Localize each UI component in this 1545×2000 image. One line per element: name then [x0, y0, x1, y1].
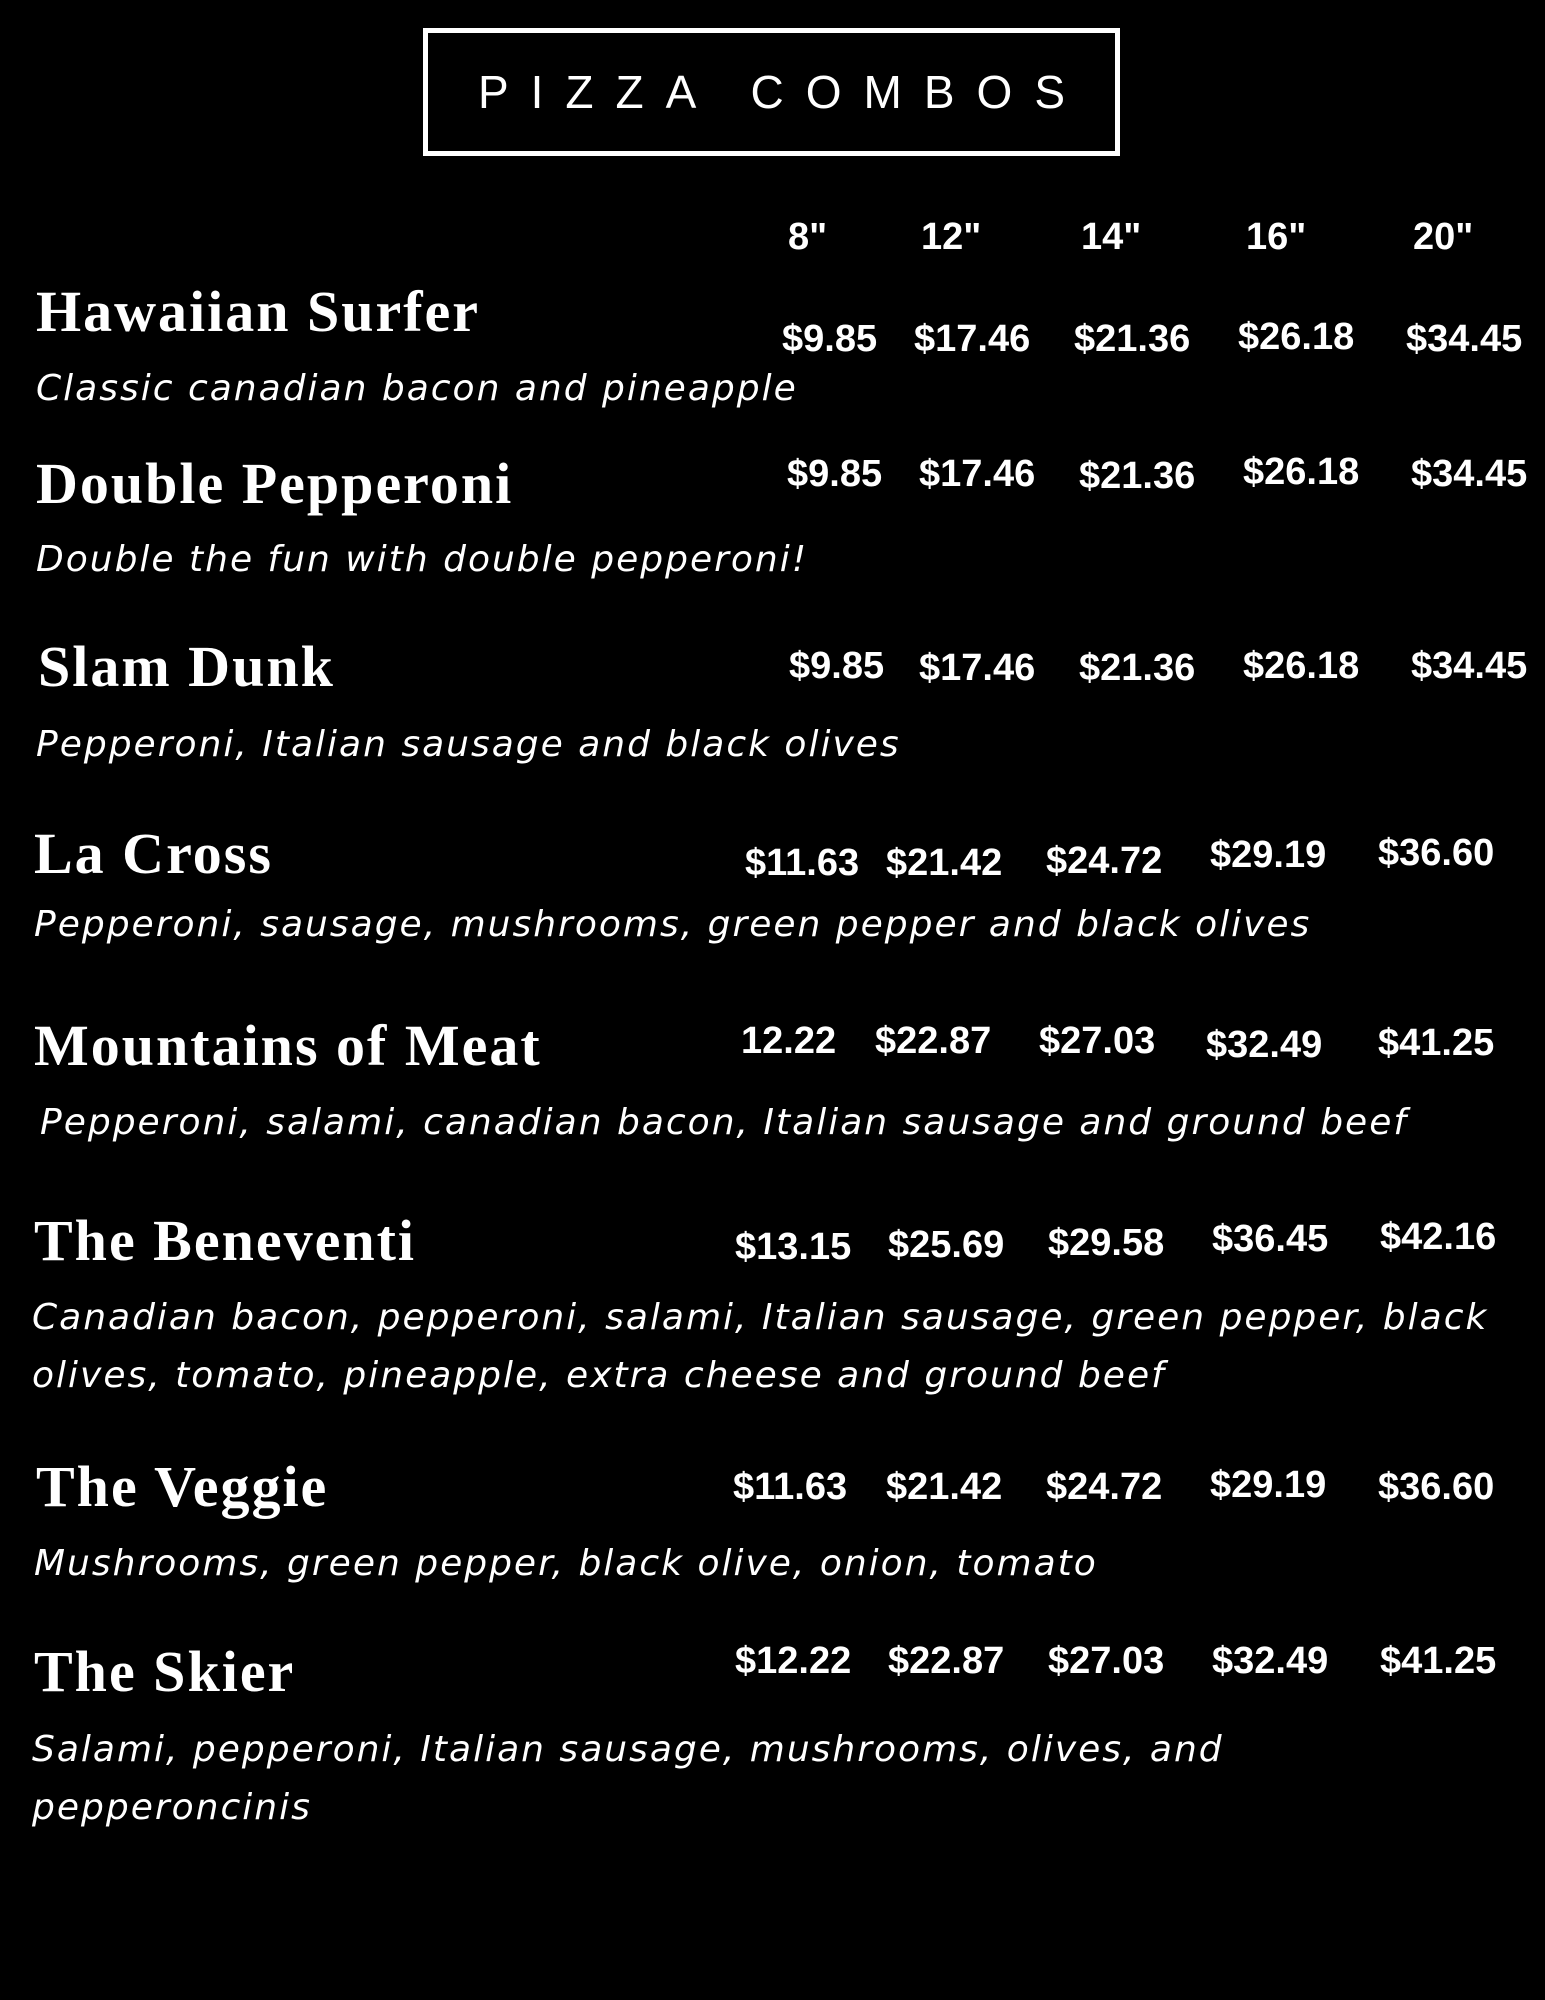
item-name: The Skier — [34, 1639, 296, 1704]
price-16: $32.49 — [1206, 1024, 1323, 1066]
price-12: $17.46 — [919, 453, 1036, 495]
price-20: $41.25 — [1378, 1022, 1495, 1064]
price-8: $13.15 — [735, 1226, 852, 1268]
price-16: $26.18 — [1238, 316, 1355, 358]
item-name: La Cross — [34, 821, 273, 886]
price-16: $26.18 — [1243, 645, 1360, 687]
price-12: $22.87 — [888, 1640, 1005, 1682]
price-14: $21.36 — [1074, 318, 1191, 360]
item-name: The Beneventi — [34, 1208, 417, 1273]
price-20: $36.60 — [1378, 1466, 1495, 1508]
title-box — [423, 28, 1120, 156]
item-description: Pepperoni, Italian sausage and black olives — [36, 724, 901, 765]
item-description: Pepperoni, sausage, mushrooms, green pepper and black olives — [34, 904, 1312, 945]
price-8: $9.85 — [789, 645, 885, 687]
item-description: Canadian bacon, pepperoni, salami, Italian sausage, green pepper, black olives, tomato, pineapple, extra cheese and ground beef — [32, 1297, 1489, 1396]
item-description: Classic canadian bacon and pineapple — [36, 368, 798, 409]
menu-title: PIZZA COMBOS — [477, 66, 1088, 118]
price-20: $42.16 — [1380, 1216, 1497, 1258]
price-20: $34.45 — [1411, 645, 1528, 687]
item-name: Slam Dunk — [38, 634, 335, 699]
price-8: $11.63 — [745, 842, 860, 884]
price-16: $29.19 — [1210, 1464, 1327, 1506]
item-description: Double the fun with double pepperoni! — [36, 539, 809, 580]
size-header-8: 8" — [788, 216, 828, 258]
price-12: $21.42 — [886, 842, 1003, 884]
item-name: Double Pepperoni — [36, 451, 514, 516]
price-12: $17.46 — [919, 647, 1036, 689]
size-header-16: 16" — [1246, 216, 1307, 258]
price-20: $34.45 — [1406, 318, 1523, 360]
item-description: Mushrooms, green pepper, black olive, onion, tomato — [34, 1543, 1098, 1584]
price-20: $36.60 — [1378, 832, 1495, 874]
price-8: 12.22 — [741, 1020, 837, 1062]
item-name: The Veggie — [36, 1454, 329, 1519]
item-description: Salami, pepperoni, Italian sausage, mushrooms, olives, and pepperoncinis — [32, 1729, 1224, 1828]
price-16: $26.18 — [1243, 451, 1360, 493]
price-14: $24.72 — [1046, 840, 1163, 882]
item-name: Hawaiian Surfer — [36, 279, 481, 344]
price-16: $32.49 — [1212, 1640, 1329, 1682]
price-8: $12.22 — [735, 1640, 852, 1682]
price-20: $41.25 — [1380, 1640, 1497, 1682]
size-header-12: 12" — [921, 216, 982, 258]
item-description: Pepperoni, salami, canadian bacon, Italian sausage and ground beef — [40, 1102, 1409, 1143]
size-header-20: 20" — [1413, 216, 1474, 258]
price-14: $27.03 — [1048, 1640, 1165, 1682]
price-14: $21.36 — [1079, 455, 1196, 497]
price-8: $11.63 — [733, 1466, 848, 1508]
price-14: $24.72 — [1046, 1466, 1163, 1508]
item-name: Mountains of Meat — [34, 1013, 542, 1078]
size-header-14: 14" — [1081, 216, 1142, 258]
price-14: $29.58 — [1048, 1222, 1165, 1264]
price-12: $21.42 — [886, 1466, 1003, 1508]
price-14: $21.36 — [1079, 647, 1196, 689]
price-16: $29.19 — [1210, 834, 1327, 876]
price-14: $27.03 — [1039, 1020, 1156, 1062]
price-20: $34.45 — [1411, 453, 1528, 495]
price-12: $17.46 — [914, 318, 1031, 360]
price-12: $25.69 — [888, 1224, 1005, 1266]
price-8: $9.85 — [782, 318, 878, 360]
price-8: $9.85 — [787, 453, 883, 495]
price-12: $22.87 — [875, 1020, 992, 1062]
price-16: $36.45 — [1212, 1218, 1329, 1260]
